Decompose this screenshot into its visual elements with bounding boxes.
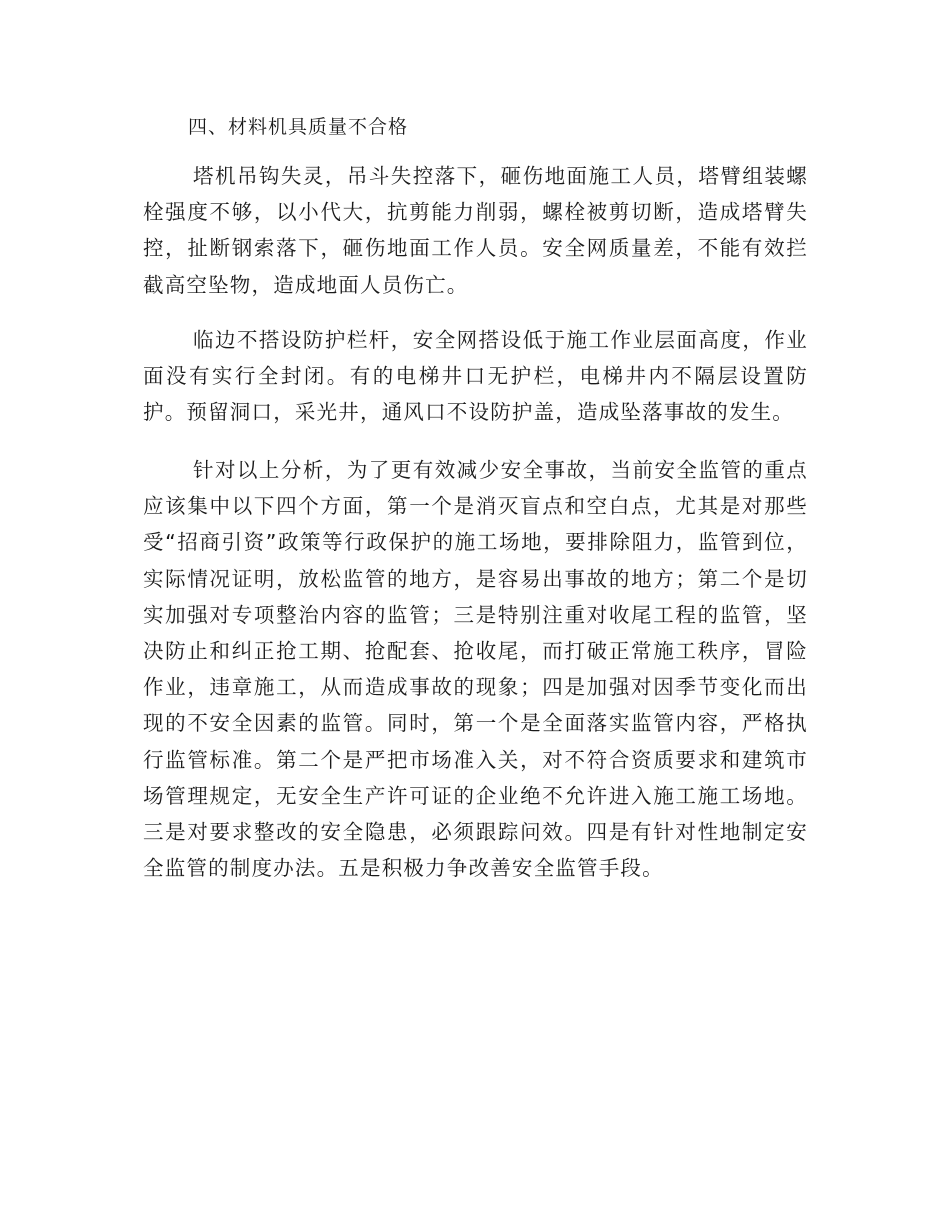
paragraph-supervision-focus: 针对以上分析，为了更有效减少安全事故，当前安全监管的重点应该集中以下四个方面，第一个是消灭盲点和空白点，尤其是对那些受“招商引资”政策等行政保护的施工场地，要排除阻力，监管到位，实际情况证明，放松监管的地方，是容易出事故的地方；第二个是切实加强对专项整治内容的监管；三是特别注重对收尾工程的监管，坚决防止和纠正抢工期、抢配套、抢收尾，而打破正常施工秩序，冒险作业，违章施工，从而造成事故的现象；四是加强对因季节变化而出现的不安全因素的监管。同时，第一个是全面落实监管内容，严格执行监管标准。第二个是严把市场准入关，对不符合资质要求和建筑市场管理规定，无安全生产许可证的企业绝不允许进入施工施工场地。三是对要求整改的安全隐患，必须跟踪问效。四是有针对性地制定安全监管的制度办法。五是积极力争改善安全监管手段。 bbox=[143, 458, 808, 881]
section-heading: 四、材料机具质量不合格 bbox=[188, 116, 409, 138]
paragraph-edge-protection: 临边不搭设防护栏杆，安全网搭设低于施工作业层面高度，作业面没有实行全封闭。有的电梯井口无护栏，电梯井内不隔层设置防护。预留洞口，采光井，通风口不设防护盖，造成坠落事故的发生。 bbox=[143, 328, 808, 425]
paragraph-material-equipment: 塔机吊钩失灵，吊斗失控落下，砸伤地面施工人员，塔臂组装螺栓强度不够，以小代大，抗剪能力削弱，螺栓被剪切断，造成塔臂失控，扯断钢索落下，砸伤地面工作人员。安全网质量差，不能有效拦截高空坠物，造成地面人员伤亡。 bbox=[143, 164, 808, 297]
